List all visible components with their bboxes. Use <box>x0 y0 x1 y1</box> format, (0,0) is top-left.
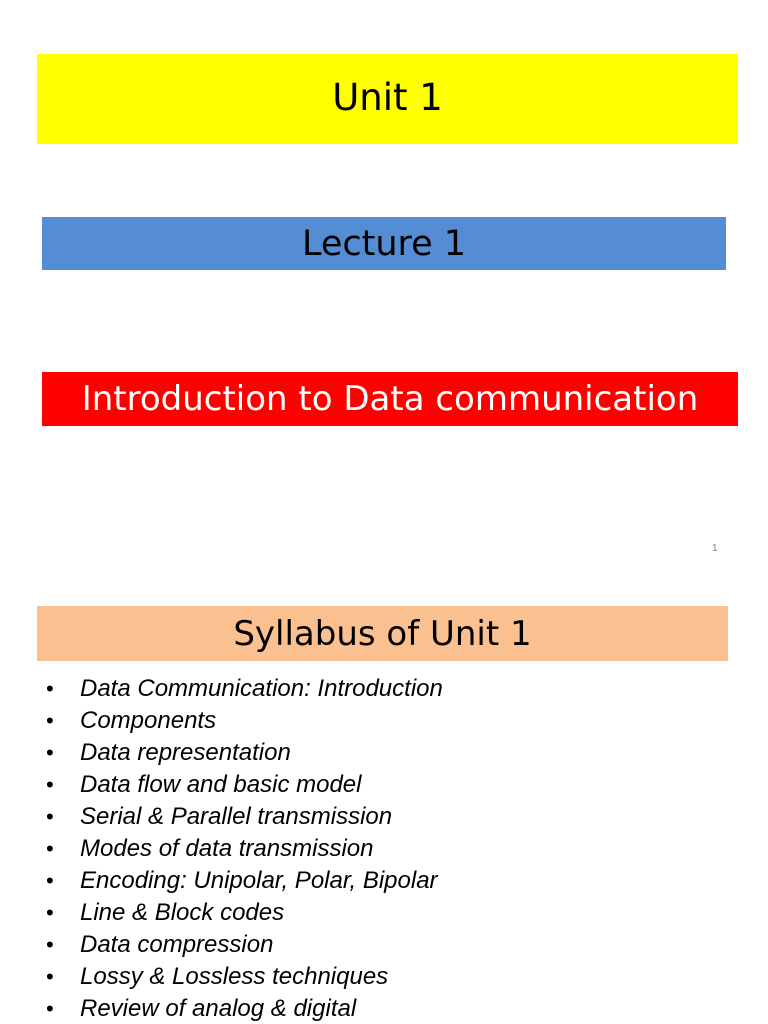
bullet-icon: • <box>46 996 54 1021</box>
lecture-title-banner <box>42 217 726 270</box>
bullet-icon: • <box>46 836 54 861</box>
lecture-title: Lecture 1 <box>301 223 467 264</box>
bullet-icon: • <box>46 932 54 957</box>
topic-title-banner <box>42 372 738 426</box>
unit-title: Unit 1 <box>332 75 443 119</box>
list-item-text: Data representation <box>80 739 291 766</box>
list-item-text: Line & Block codes <box>80 899 285 926</box>
syllabus-heading-banner <box>37 606 728 661</box>
list-item-text: Serial & Parallel transmission <box>80 803 393 830</box>
bullet-icon: • <box>46 804 54 829</box>
bullet-icon: • <box>46 964 54 989</box>
bullet-icon: • <box>46 708 54 733</box>
bullet-icon: • <box>46 900 54 925</box>
list-item-text: Review of analog & digital <box>80 995 357 1022</box>
list-item-text: Encoding: Unipolar, Polar, Bipolar <box>80 867 438 894</box>
list-item-text: Data flow and basic model <box>80 771 362 798</box>
list-item-text: Components <box>80 707 217 734</box>
bullet-icon: • <box>46 868 54 893</box>
list-item-text: Data Communication: Introduction <box>80 675 443 702</box>
topic-title: Introduction to Data communication <box>81 379 699 419</box>
syllabus-heading: Syllabus of Unit 1 <box>233 613 532 654</box>
list-item-text: Modes of data transmission <box>80 835 374 862</box>
list-item-text: Data compression <box>80 931 274 958</box>
slide-2 <box>0 575 768 1024</box>
bullet-icon: • <box>46 676 54 701</box>
page-number: 1 <box>712 543 718 554</box>
list-item-text: Lossy & Lossless techniques <box>80 963 389 990</box>
unit-title-banner <box>37 54 738 144</box>
bullet-icon: • <box>46 772 54 797</box>
bullet-icon: • <box>46 740 54 765</box>
